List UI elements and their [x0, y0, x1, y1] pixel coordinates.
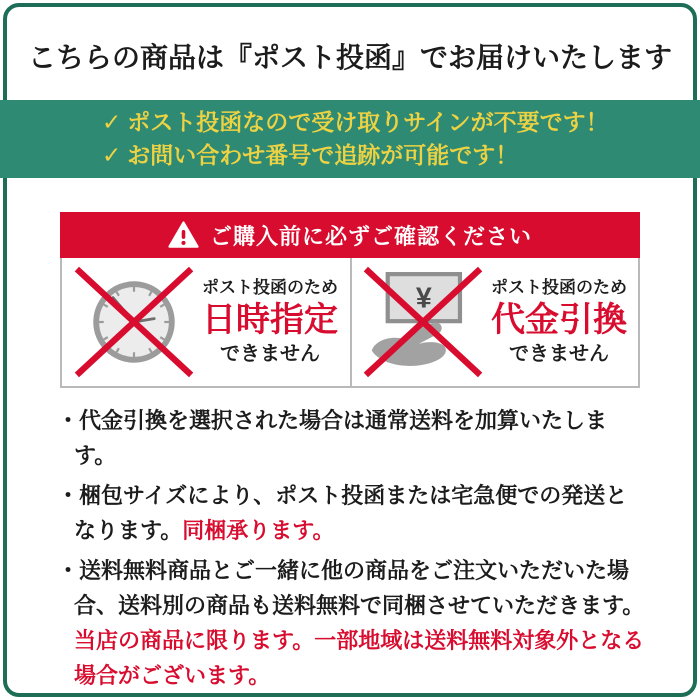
panel-text-no-datetime — [199, 278, 341, 366]
warning-header — [60, 212, 640, 258]
warning-box — [60, 212, 640, 388]
benefit-line-2 — [102, 141, 700, 170]
clock-crossed-out-icon — [71, 263, 197, 381]
bullet-icon: ・ — [57, 558, 80, 583]
note-text-highlight: 同梱承ります。 — [182, 518, 335, 543]
note-text: 送料無料商品とご一緒に他の商品をご注文いただいた場合、送料別の商品も送料無料で同梱させていただきます。 — [74, 558, 645, 618]
yen-symbol: ¥ — [415, 282, 432, 315]
note-text: 梱包サイズにより、ポスト投函または宅急便での発送となります。 — [74, 483, 628, 543]
benefit-line-1 — [102, 108, 700, 137]
notes-list — [57, 403, 649, 698]
panel-no-datetime — [62, 258, 350, 386]
check-icon: ✓ — [102, 142, 122, 168]
warning-header-title: ご購入前に必ずご確認ください — [209, 223, 532, 249]
panel-text-no-cod — [488, 278, 630, 366]
benefit-text-2: お問い合わせ番号で追跡が可能です！ — [127, 142, 519, 168]
panel-subtitle: ポスト投函のため — [491, 277, 627, 297]
panel-subtitle: ポスト投函のため — [202, 277, 338, 297]
panel-no-cod — [350, 258, 638, 386]
page-title: こちらの商品は『ポスト投函』でお届けいたします — [27, 42, 672, 73]
cash-on-delivery-crossed-out-icon — [360, 263, 486, 381]
panel-title-no-datetime: 日時指定 — [202, 301, 338, 340]
panel-note: できません — [220, 343, 320, 366]
note-text: 代金引換を選択された場合は通常送料を加算いたします。 — [74, 408, 608, 468]
bullet-icon: ・ — [57, 408, 80, 433]
note-item — [57, 478, 649, 548]
check-icon: ✓ — [102, 109, 122, 135]
panel-title-no-cod: 代金引換 — [491, 301, 627, 340]
note-item — [57, 553, 649, 693]
warning-panels — [60, 258, 640, 388]
benefit-banner — [0, 100, 700, 178]
note-text-highlight: 当店の商品に限ります。一部地域は送料無料対象外となる場合がございます。 — [74, 628, 645, 688]
note-item — [57, 403, 649, 473]
bullet-icon: ・ — [57, 483, 80, 508]
panel-note: できません — [509, 343, 609, 366]
benefit-text-1: ポスト投函なので受け取りサインが不要です！ — [127, 109, 609, 135]
warning-triangle-icon — [168, 221, 199, 249]
